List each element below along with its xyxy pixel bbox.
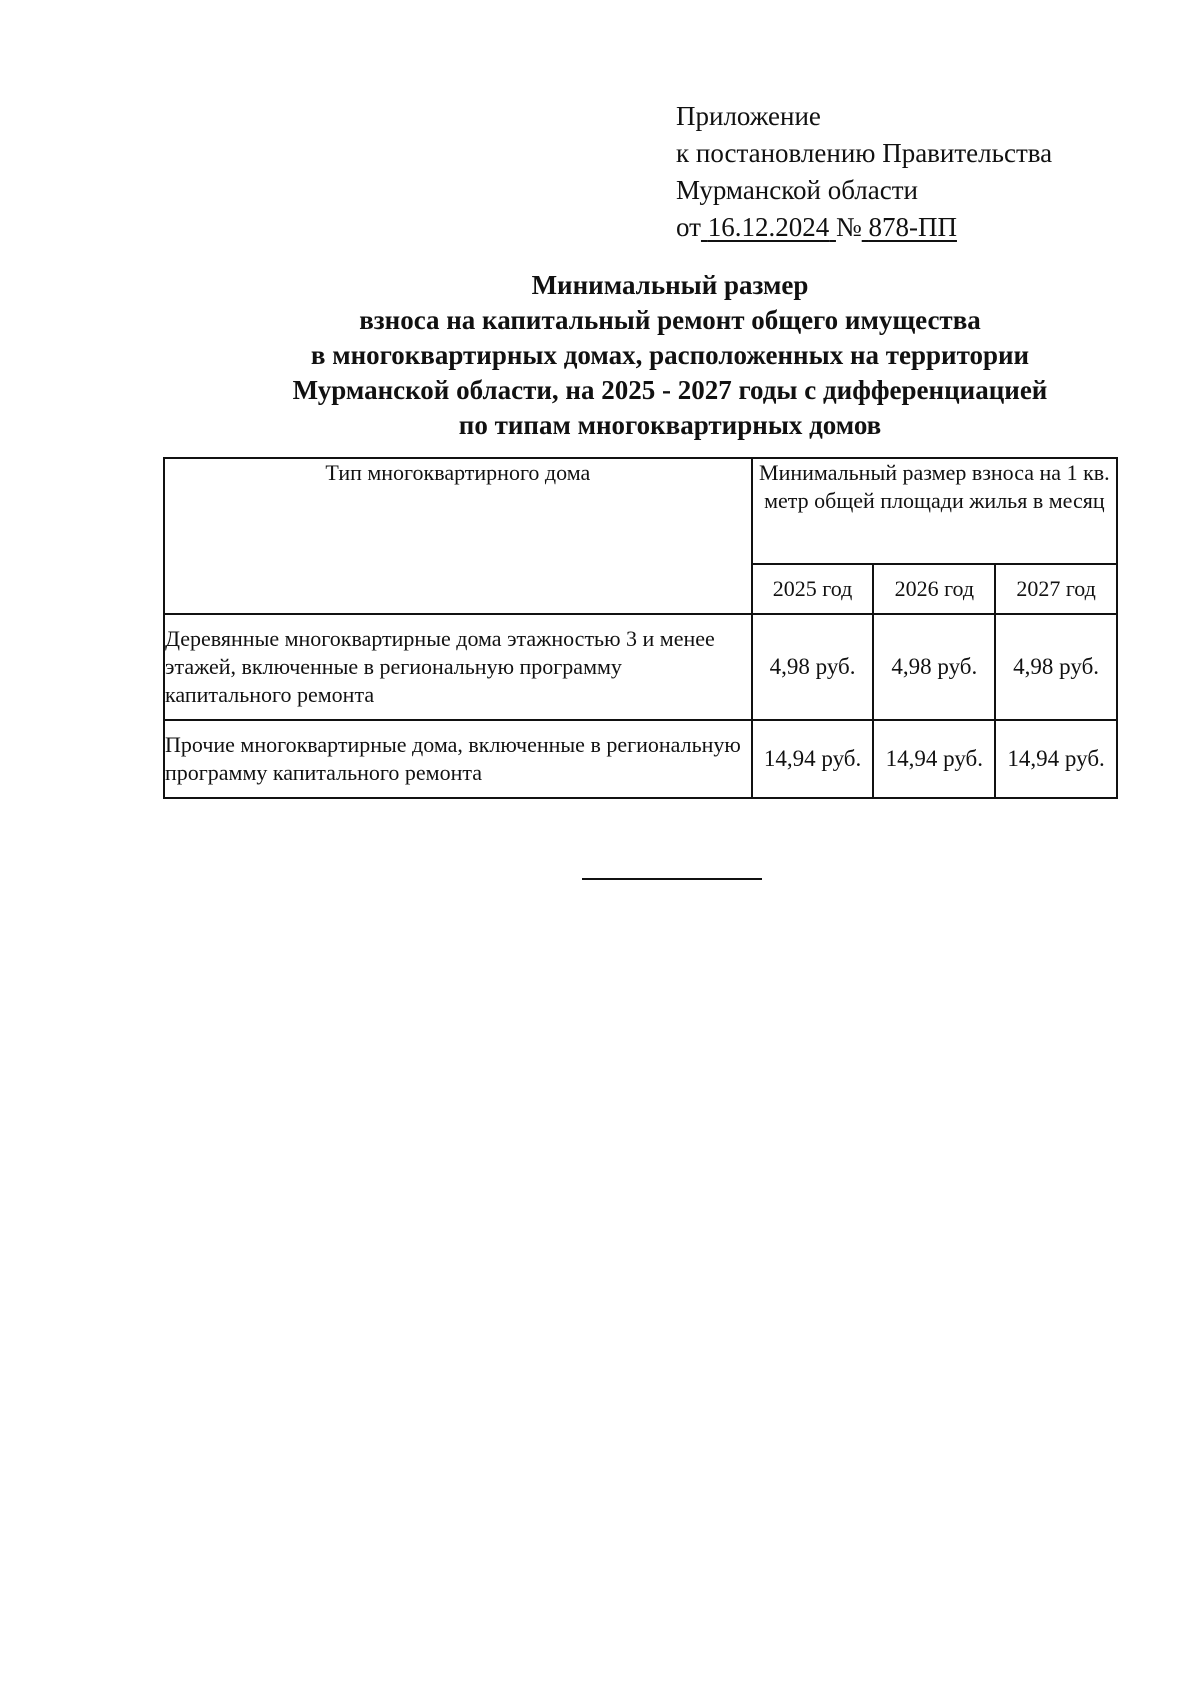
rate-2027: 4,98 руб. [995,614,1117,720]
row-label-wooden-houses: Деревянные многоквартирные дома этажностью 3 и менее этажей, включенные в региональную программу капитального ремонта [164,614,752,720]
appendix-resolution-line: к постановлению Правительства [676,138,1053,168]
row-label-other-houses: Прочие многоквартирные дома, включенные в региональную программу капитального ремонта [164,720,752,798]
rate-2026: 14,94 руб. [873,720,995,798]
document-title [180,268,1160,443]
appendix-title: Приложение [676,101,821,131]
document-end-divider [582,878,762,880]
header-year-2025: 2025 год [752,564,874,614]
number-sign: № [835,212,862,242]
resolution-date: 16.12.2024 [707,212,830,242]
date-prefix: от [676,212,701,242]
table-row [164,720,1117,798]
rate-2027: 14,94 руб. [995,720,1117,798]
title-line-2: взноса на капитальный ремонт общего имущества [359,305,981,335]
title-line-5: по типам многоквартирных домов [458,410,882,440]
header-year-2027: 2027 год [995,564,1117,614]
title-line-3: в многоквартирных домах, расположенных на территории [310,340,1030,370]
header-building-type: Тип многоквартирного дома [164,458,752,614]
appendix-region-line: Мурманской области [676,175,918,205]
rate-2026: 4,98 руб. [873,614,995,720]
appendix-header [676,98,1052,246]
rate-2025: 14,94 руб. [752,720,874,798]
resolution-number: 878-ПП [868,212,957,242]
rate-2025: 4,98 руб. [752,614,874,720]
title-line-1: Минимальный размер [531,270,809,300]
title-line-4: Мурманской области, на 2025 - 2027 годы с дифференциацией [292,375,1048,405]
table-header-row [164,458,1117,564]
header-min-contribution: Минимальный размер взноса на 1 кв. метр общей площади жилья в месяц [752,458,1117,564]
table-row [164,614,1117,720]
contribution-rates-table [163,457,1118,799]
header-year-2026: 2026 год [873,564,995,614]
appendix-date-line [676,209,1052,246]
